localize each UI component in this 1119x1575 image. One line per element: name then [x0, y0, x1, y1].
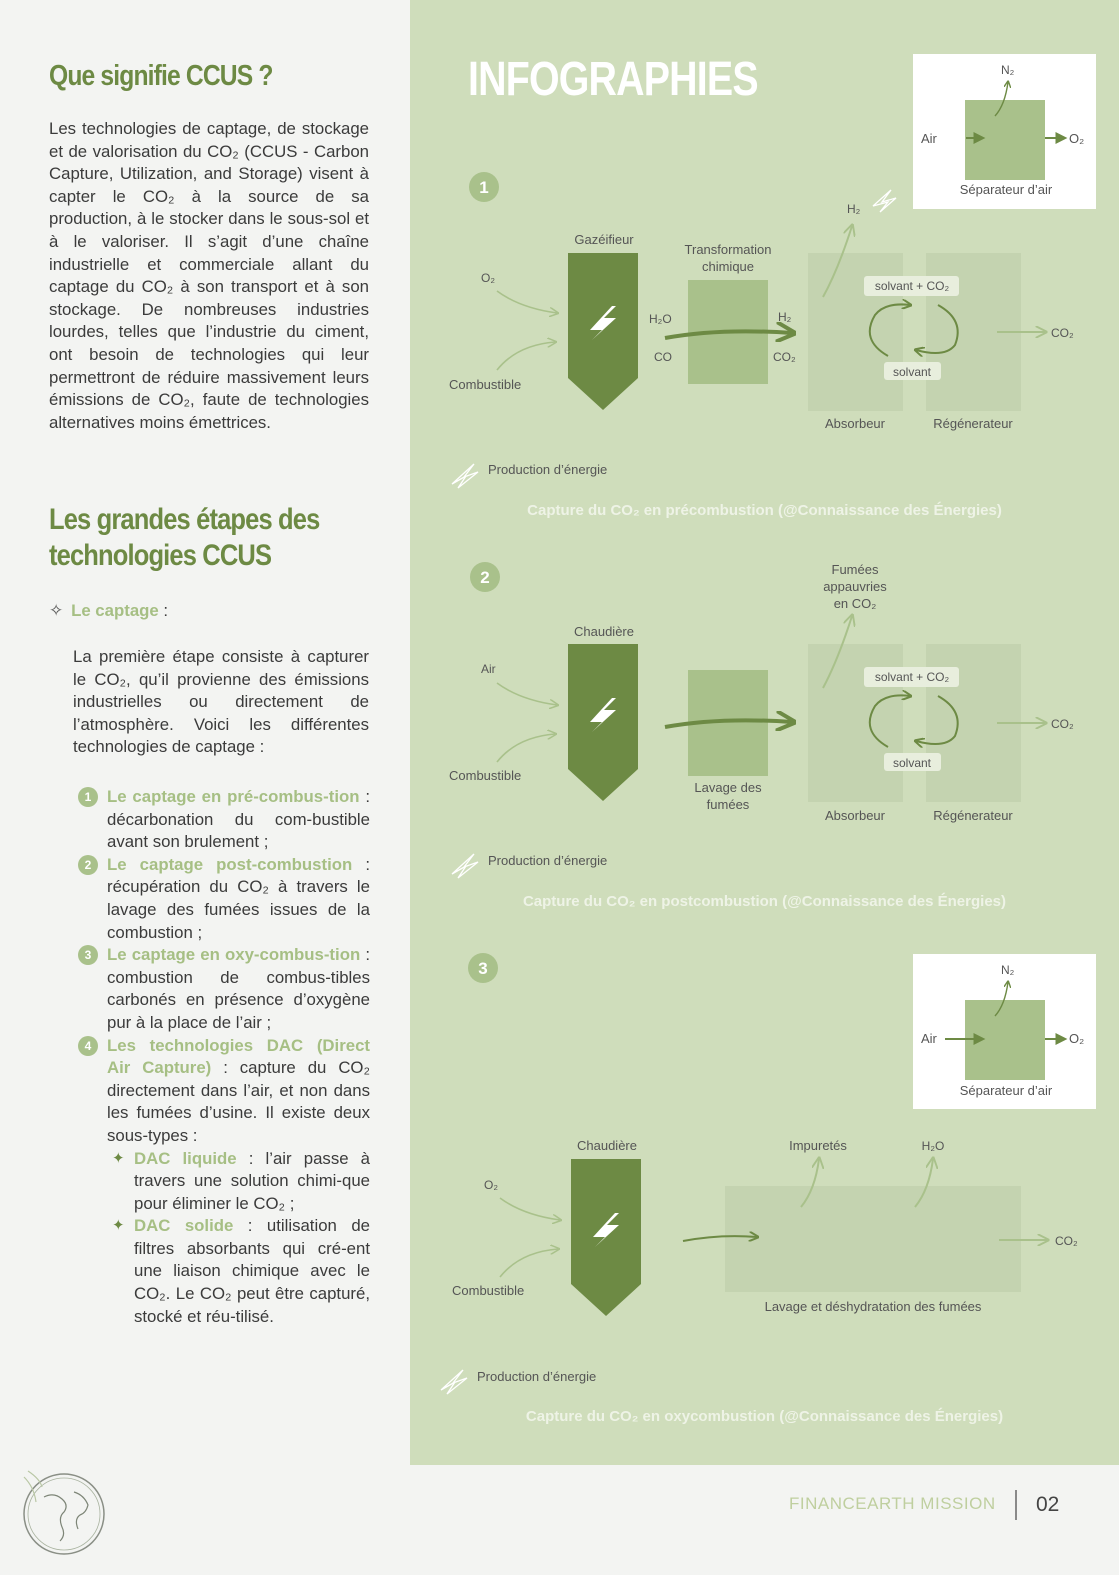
air-separator-2 — [913, 954, 1096, 1109]
solvent-co2-label: solvant + CO₂ — [874, 279, 950, 293]
wash-dehydration-label: Lavage et déshydratation des fumées — [764, 1299, 982, 1314]
air-separator-1 — [913, 54, 1096, 209]
co2-output-label: CO₂ — [1055, 1234, 1078, 1248]
energy-icon — [452, 854, 478, 878]
captage-colon: : — [158, 601, 169, 620]
captage-intro: La première étape consiste à capturer le CO₂, qu’il provienne des émissions industrielles ou directement de l’atmosphère. Voici les différentes technologies de captage : — [73, 647, 369, 757]
section-title-steps: Les grandes étapes des technologies CCUS — [49, 503, 320, 572]
section-title-ccus: Que signifie CCUS ? — [49, 60, 273, 92]
number-badge: 4 — [78, 1036, 98, 1056]
energy-icon — [452, 464, 478, 488]
sub-item-label: DAC liquide — [134, 1148, 237, 1168]
wash-label: Lavage des fumées — [694, 780, 762, 812]
item-text: : décarbonation du com-bustible avant son brulement ; — [107, 787, 371, 852]
diagram-postcombustion — [449, 562, 1074, 878]
absorber-label: Absorbeur — [825, 808, 885, 823]
sub-item-label: DAC solide — [134, 1216, 234, 1236]
solvent-co2-label: solvant + CO₂ — [874, 670, 950, 684]
item-label: Le captage en pré-combus-tion — [107, 787, 360, 806]
air-label: Air — [921, 131, 937, 146]
number-badge: 3 — [78, 945, 98, 965]
infographics-title: INFOGRAPHIES — [468, 53, 758, 106]
intro-paragraph: Les technologies de captage, de stockage et de valorisation du CO₂ (CCUS - Carbon Capture, Utilization, and Storage) visent à capter le CO₂ à la source de sa production, à le stocker dans le sous-sol et à le valoriser. Il s’agit d’une chaîne industrielle et commerciale allant du captage du CO₂ à son transport et à son stockage. De nombreuses industries lourdes, telles que l’industrie du ciment, ont besoin de technologies qui leur permettront de réduire massivement leurs émissions de CO₂, faute de technologies alternatives moins émettrices. — [49, 119, 369, 432]
transform-label: Transformation chimique — [684, 242, 772, 274]
o2-input-label: O₂ — [484, 1178, 498, 1192]
caption-precombustion: Capture du CO₂ en précombustion (@Connaissance des Énergies) — [527, 502, 1002, 519]
air-label: Air — [921, 1031, 937, 1046]
separator-label: Séparateur d’air — [959, 1083, 1053, 1098]
h2-top-label: H₂ — [847, 202, 861, 216]
caption-postcombustion: Capture du CO₂ en postcombustion (@Connaissance des Énergies) — [522, 893, 1007, 910]
fuel-label: Combustible — [449, 768, 522, 783]
item-label: Le captage en oxy-combus-tion — [107, 945, 361, 965]
energy-label: Production d’énergie — [488, 853, 608, 868]
energy-label: Production d’énergie — [477, 1369, 597, 1384]
boiler-label: Chaudière — [574, 624, 634, 639]
sparkle-icon: ✦ — [112, 1149, 125, 1167]
number-badge: 2 — [78, 855, 98, 875]
absorber-label: Absorbeur — [825, 416, 885, 431]
co2-mid-label: CO₂ — [773, 350, 796, 364]
h2o-label: H₂O — [921, 1139, 945, 1153]
energy-icon — [873, 190, 896, 212]
caption-oxycombustion: Capture du CO₂ en oxycombustion (@Connaissance des Énergies) — [525, 1408, 1004, 1425]
diagram-number: 3 — [478, 959, 488, 978]
sub-item-text: : l’air passe à travers une solution chimi-que pour éliminer le CO₂ ; — [134, 1148, 371, 1213]
diagram-precombustion — [449, 172, 1074, 488]
sparkle-icon: ✦ — [112, 1217, 125, 1235]
fuel-label: Combustible — [449, 377, 522, 392]
impurities-label: Impuretés — [789, 1138, 847, 1153]
energy-icon — [441, 1370, 467, 1394]
o2-input-label: O₂ — [481, 271, 495, 285]
regenerator-label: Régénerateur — [933, 808, 1013, 823]
regenerator-label: Régénerateur — [933, 416, 1013, 431]
fumes-label: Fumées appauvries en CO₂ — [823, 562, 887, 611]
h2-label: H₂ — [778, 310, 792, 324]
item-text: : capture du CO₂ directement dans l’air, et non dans les fumées d’usine. Il existe deux sous-types : — [107, 1058, 370, 1145]
n2-label: N₂ — [1001, 963, 1015, 977]
o2-label: O₂ — [1069, 1031, 1085, 1046]
diagram-number: 2 — [480, 568, 490, 587]
sparkle-outline-icon: ✧ — [49, 601, 64, 620]
sub-item-text: : utilisation de filtres absorbants qui cré-ent une liaison chimique avec le CO₂. Le CO₂ peut être capturé, stocké et réu-tilisé. — [134, 1216, 370, 1326]
item-text: : combustion de combus-tibles carbonés en présence d’oxygène pur à la place de l’air ; — [107, 945, 371, 1032]
footer — [0, 1465, 1119, 1575]
co2-output-label: CO₂ — [1051, 326, 1074, 340]
gasifier-shape — [568, 253, 638, 410]
footer-divider — [1015, 1490, 1017, 1520]
diagram-number: 1 — [479, 178, 489, 197]
separator-label: Séparateur d’air — [959, 182, 1053, 197]
fuel-label: Combustible — [452, 1283, 525, 1298]
gasifier-label: Gazéifieur — [574, 232, 634, 247]
boiler-shape — [571, 1159, 641, 1316]
page-number: 02 — [1036, 1493, 1060, 1516]
solvent-label: solvant — [892, 365, 932, 379]
n2-label: N₂ — [1001, 63, 1015, 77]
energy-label: Production d’énergie — [488, 462, 608, 477]
captage-label: Le captage — [71, 601, 159, 620]
solvent-label: solvant — [892, 756, 932, 770]
h2o-label: H₂O — [649, 312, 672, 326]
item-text: : récupération du CO₂ à travers le lavage des fumées issues de la combustion ; — [107, 854, 371, 942]
air-input-label: Air — [481, 662, 496, 676]
co2-output-label: CO₂ — [1051, 717, 1074, 731]
item-label: Les technologies DAC (Direct Air Capture) — [107, 1035, 370, 1078]
number-badge: 1 — [78, 787, 98, 807]
co-label: CO — [654, 350, 672, 364]
boiler-label: Chaudière — [577, 1138, 637, 1153]
item-label: Le captage post-combustion — [107, 854, 353, 874]
globe-logo-icon — [14, 1457, 114, 1557]
brand-name: FINANCEARTH MISSION — [789, 1494, 996, 1513]
o2-label: O₂ — [1069, 131, 1085, 146]
boiler-shape — [568, 644, 638, 801]
